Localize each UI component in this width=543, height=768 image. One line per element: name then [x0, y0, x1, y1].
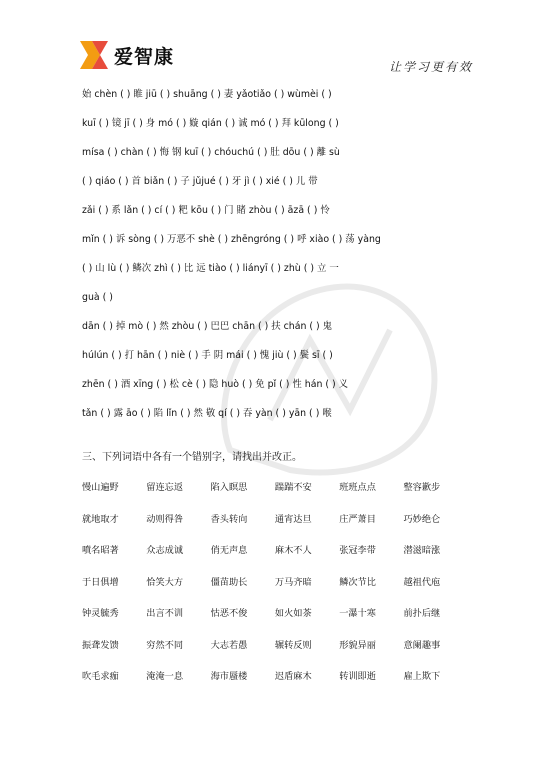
logo-icon	[78, 39, 110, 71]
idiom-item: 大志若愚	[210, 639, 248, 651]
idiom-item: 万马齐暗	[274, 576, 312, 588]
idiom-item: 前扑后继	[403, 608, 441, 619]
pinyin-line: ( ) qiáo ( ) 首 biǎn ( ) 子 jǔjué ( ) 牙 jì ( ) xié ( ) 儿 带	[82, 176, 318, 187]
idiom-item: 香头转向	[210, 513, 248, 525]
pinyin-line: zǎi ( ) 系 lǎn ( ) cí ( ) 粑 kōu ( ) 门 賭 zhòu ( ) āzā ( ) 怜	[82, 205, 330, 216]
idiom-item: 形貌异丽	[339, 639, 376, 651]
pinyin-line: húlún ( ) 打 hān ( ) niè ( ) 手 阴 mái ( ) 愧 jiù ( ) 鬓 sī ( )	[82, 350, 333, 361]
pinyin-line: 始 chèn ( ) 睢 jiū ( ) shuāng ( ) 妻 yǎotiǎo ( ) wùmèi ( )	[82, 89, 332, 100]
idiom-item: 辗转反则	[274, 639, 312, 651]
idiom-item: 于日俱增	[82, 576, 119, 588]
idiom-item: 怙恶不俊	[210, 608, 248, 619]
idiom-item: 越祖代庖	[403, 576, 441, 588]
idiom-item: 出言不训	[146, 608, 184, 619]
idiom-item: 巧妙绝仑	[403, 513, 441, 525]
pinyin-line: dān ( ) 掉 mò ( ) 然 zhòu ( ) 巴巴 chān ( ) 扶 chán ( ) 鬼	[82, 321, 333, 332]
idiom-row	[82, 630, 468, 662]
idiom-item: 海市蜃楼	[210, 671, 248, 682]
idiom-row	[82, 661, 468, 693]
idiom-item: 踹踹不安	[274, 482, 312, 493]
brand-logo	[78, 38, 174, 72]
idiom-item: 慢山遍野	[82, 482, 119, 493]
logo-text: 爱智康	[114, 45, 175, 68]
idiom-item: 迟盾麻木	[274, 671, 312, 682]
idiom-item: 转训即逝	[339, 671, 376, 682]
slogan: 让学习更有效	[388, 60, 473, 74]
section-title: 三、下列词语中各有一个错别字，请找出并改正。	[82, 452, 302, 463]
pinyin-exercise	[82, 80, 468, 428]
idiom-item: 就地取才	[82, 513, 119, 525]
idiom-item: 俏无声息	[210, 545, 248, 556]
pinyin-line: zhēn ( ) 酒 xīng ( ) 松 cè ( ) 隐 huò ( ) 免 pǐ ( ) 性 hán ( ) 义	[82, 379, 349, 390]
idiom-row	[82, 535, 468, 567]
idiom-item: 恰笑大方	[146, 576, 184, 588]
idiom-item: 僵苗助长	[210, 576, 248, 588]
pinyin-line: guà ( )	[82, 292, 113, 303]
idiom-item: 陷入瞑思	[210, 482, 248, 493]
idiom-item: 淹淹一息	[146, 671, 184, 682]
idiom-item: 众志成诚	[146, 545, 184, 556]
idiom-item: 整容歉步	[403, 482, 441, 493]
idiom-row	[82, 472, 468, 504]
idiom-item: 意阑趣事	[403, 639, 441, 651]
pinyin-line: mísa ( ) chàn ( ) 悔 钢 kuī ( ) chóuchú ( ) 肚 dōu ( ) 離 sù	[82, 147, 340, 158]
idiom-item: 鳞次节比	[339, 576, 376, 588]
idiom-row	[82, 567, 468, 599]
idiom-item: 一瀑十寒	[339, 608, 376, 619]
idiom-item: 通宵达旦	[274, 513, 312, 525]
idiom-item: 如火如茶	[274, 608, 312, 619]
pinyin-line: kuī ( ) 镜 jī ( ) 身 mó ( ) 嫙 qián ( ) 诚 mó ( ) 拜 kūlong ( )	[82, 118, 339, 129]
idiom-row	[82, 504, 468, 536]
idiom-grid	[82, 472, 468, 693]
idiom-item: 留连忘返	[146, 482, 184, 493]
idiom-item: 张冠李带	[339, 545, 376, 556]
idiom-item: 噴名昭著	[82, 545, 119, 556]
pinyin-line: mǐn ( ) 诉 sòng ( ) 万恶不 shè ( ) zhēngróng ( ) 呼 xiào ( ) 荡 yàng	[82, 234, 381, 245]
idiom-item: 振聋发馈	[82, 639, 119, 651]
pinyin-line: ( ) 山 lù ( ) 鳞次 zhì ( ) 比 远 tiào ( ) liányī ( ) zhù ( ) 立 一	[82, 263, 339, 274]
idiom-item: 潜滋暗涨	[403, 545, 441, 556]
idiom-item: 麻木不人	[274, 545, 312, 556]
idiom-item: 庄严萧目	[339, 513, 376, 525]
idiom-item: 动则得咎	[146, 513, 184, 525]
pinyin-line: tǎn ( ) 露 āo ( ) 陷 lǐn ( ) 然 敬 qí ( ) 吞 yàn ( ) yān ( ) 喉	[82, 408, 332, 419]
idiom-item: 班班点点	[339, 482, 376, 493]
idiom-item: 吹毛求痂	[82, 671, 119, 682]
idiom-row	[82, 598, 468, 630]
idiom-item: 钟灵毓秀	[82, 608, 119, 619]
idiom-item: 雇上欺下	[403, 671, 441, 682]
idiom-item: 穷然不同	[146, 639, 184, 651]
